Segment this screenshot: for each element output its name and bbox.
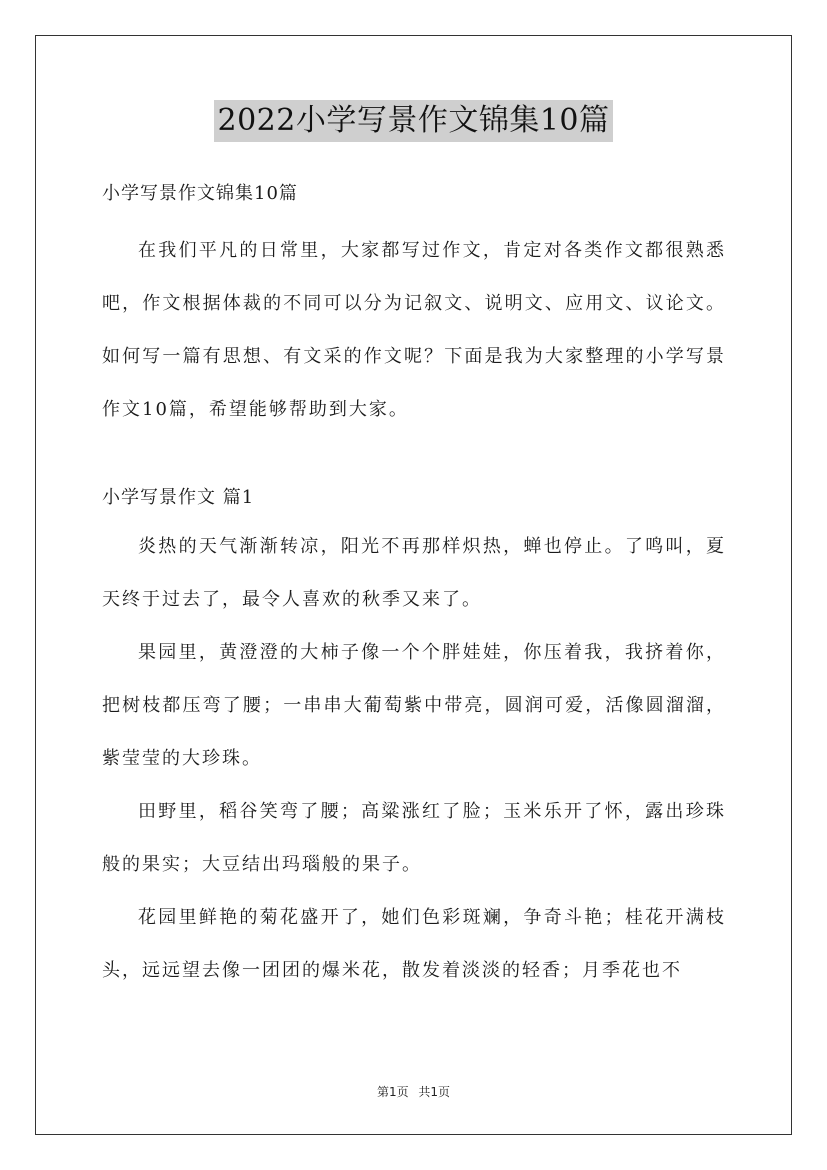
section-spacer [102,436,726,476]
intro-heading: 小学写景作文锦集10篇 [102,183,298,204]
body-paragraph: 花园里鲜艳的菊花盛开了，她们色彩斑斓，争奇斗艳；桂花开满枝头，远远望去像一团团的爆米花，散发着淡淡的轻香；月季花也不 [102,907,726,981]
title-container [0,100,827,142]
intro-paragraph: 在我们平凡的日常里，大家都写过作文，肯定对各类作文都很熟悉吧，作文根据体裁的不同可以分为记叙文、说明文、应用文、议论文。如何写一篇有思想、有文采的作文呢？下面是我为大家整理的小学写景作文10篇，希望能够帮助到大家。 [102,240,726,420]
body-paragraph: 炎热的天气渐渐转凉，阳光不再那样炽热，蝉也停止。了鸣叫，夏天终于过去了，最令人喜欢的秋季又来了。 [102,536,726,610]
document-title: 2022小学写景作文锦集10篇 [214,100,612,142]
body-paragraph: 田野里，稻谷笑弯了腰；高粱涨红了脸；玉米乐开了怀，露出珍珠般的果实；大豆结出玛瑙般的果子。 [102,801,726,875]
page-footer [0,1083,827,1100]
section-heading: 小学写景作文 篇1 [102,487,255,508]
page-total: 共1页 [418,1085,451,1099]
body-paragraph: 果园里，黄澄澄的大柿子像一个个胖娃娃，你压着我，我挤着你，把树枝都压弯了腰；一串串大葡萄紫中带亮，圆润可爱，活像圆溜溜，紫莹莹的大珍珠。 [102,642,726,769]
page-number: 第1页 [376,1085,409,1099]
document-body [102,172,726,997]
